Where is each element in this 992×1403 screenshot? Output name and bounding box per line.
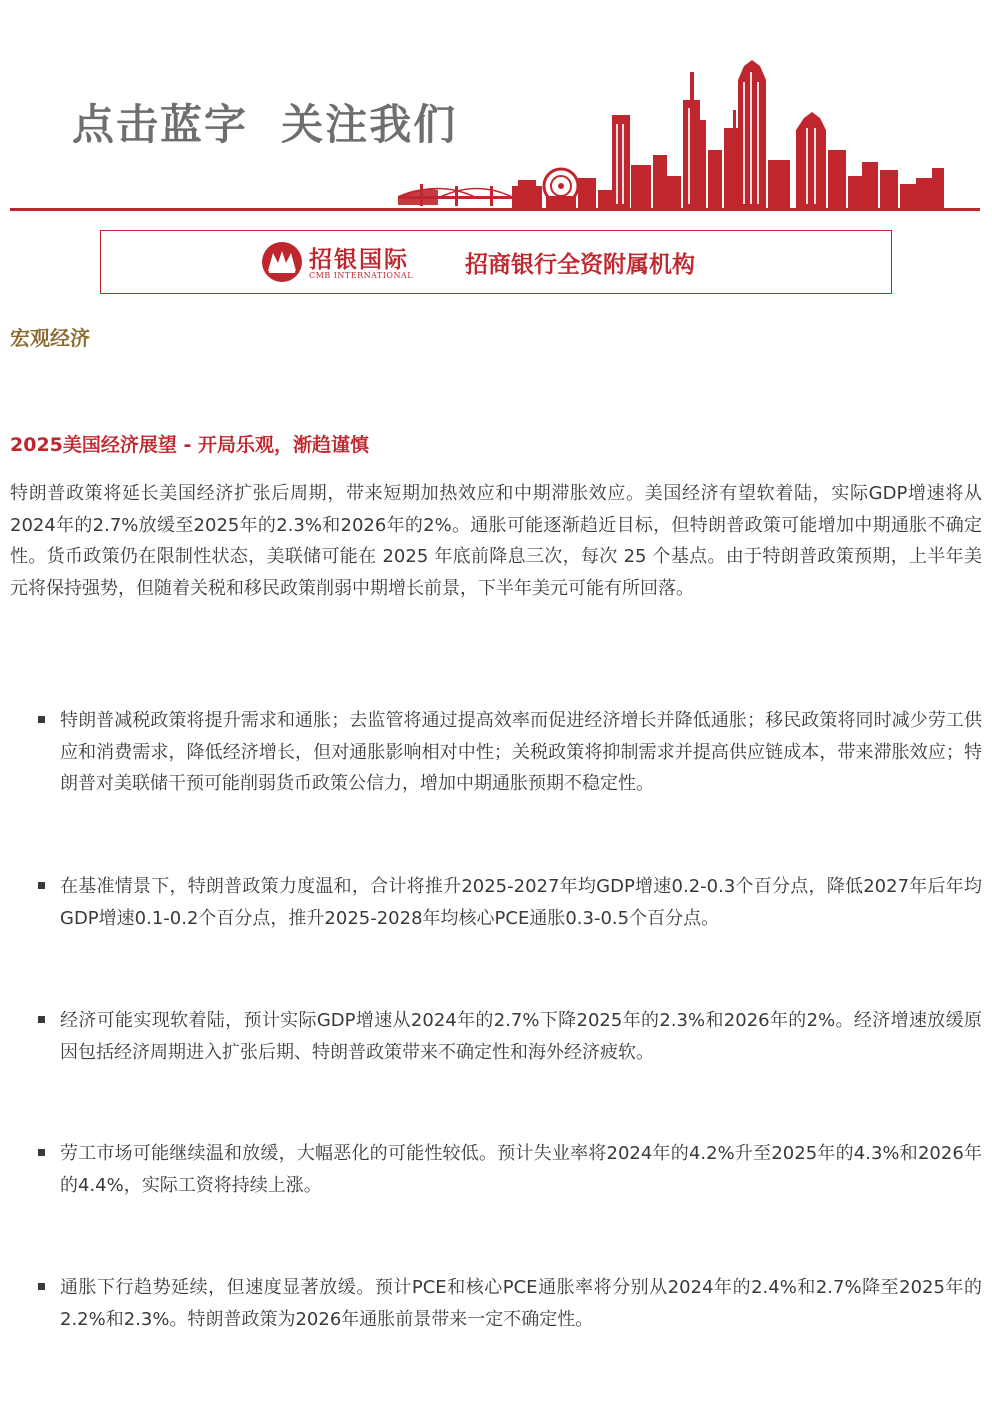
- bullet-marker: [38, 882, 45, 889]
- bullet-marker: [38, 1016, 45, 1023]
- report-title: 2025美国经济展望 - 开局乐观，渐趋谨慎: [10, 434, 369, 456]
- bullet-marker: [38, 1283, 45, 1290]
- bullet-marker: [38, 716, 45, 723]
- city-skyline-illustration: [0, 0, 992, 215]
- bullet-item: 通胀下行趋势延续，但速度显著放缓。预计PCE和核心PCE通胀率将分别从2024年的2.4%和2.7%降至2025年的2.2%和2.3%。特朗普政策为2026年通胀前景带来一定不确定性。: [60, 1277, 982, 1330]
- header-divider: [10, 208, 980, 211]
- summary-paragraph: 特朗普政策将延长美国经济扩张后周期，带来短期加热效应和中期滞胀效应。美国经济有望软着陆，实际GDP增速将从2024年的2.7%放缓至2025年的2.3%和2026年的2%。通胀可能逐渐趋近目标，但特朗普政策可能增加中期通胀不确定性。货币政策仍在限制性状态，美联储可能在 2025 年底前降息三次，每次 25 个基点。由于特朗普政策预期，上半年美元将保持强势，但随着关税和移民政策削弱中期增长前景，下半年美元可能有所回落。: [10, 483, 982, 599]
- logo-chinese-name: 招银国际: [309, 246, 409, 273]
- bullet-item: 劳工市场可能继续温和放缓，大幅恶化的可能性较低。预计失业率将2024年的4.2%升至2025年的4.3%和2026年的4.4%，实际工资将持续上涨。: [60, 1143, 982, 1196]
- bullet-item: 经济可能实现软着陆，预计实际GDP增速从2024年的2.7%下降2025年的2.3%和2026年的2%。经济增速放缓原因包括经济周期进入扩张后期、特朗普政策带来不确定性和海外经济疲软。: [60, 1010, 982, 1063]
- header: [0, 0, 992, 215]
- bullet-item: 在基准情景下，特朗普政策力度温和，合计将推升2025-2027年均GDP增速0.2-0.3个百分点，降低2027年后年均GDP增速0.1-0.2个百分点，推升2025-2028年均核心PCE通胀0.3-0.5个百分点。: [60, 876, 982, 929]
- section-label: 宏观经济: [10, 326, 90, 350]
- cmbi-banner[interactable]: [100, 230, 892, 294]
- bullet-marker: [38, 1149, 45, 1156]
- logo-english-name: CMB INTERNATIONAL: [309, 271, 414, 280]
- follow-us-text[interactable]: 点击蓝字 关注我们: [72, 100, 458, 149]
- cmb-logo-icon: [261, 241, 303, 283]
- bullet-item: 特朗普减税政策将提升需求和通胀；去监管将通过提高效率而促进经济增长并降低通胀；移民政策将同时减少劳工供应和消费需求，降低经济增长，但对通胀影响相对中性；关税政策将抑制需求并提高供应链成本，带来滞胀效应；特朗普对美联储干预可能削弱货币政策公信力，增加中期通胀预期不稳定性。: [60, 710, 982, 794]
- banner-tagline: 招商银行全资附属机构: [465, 252, 695, 278]
